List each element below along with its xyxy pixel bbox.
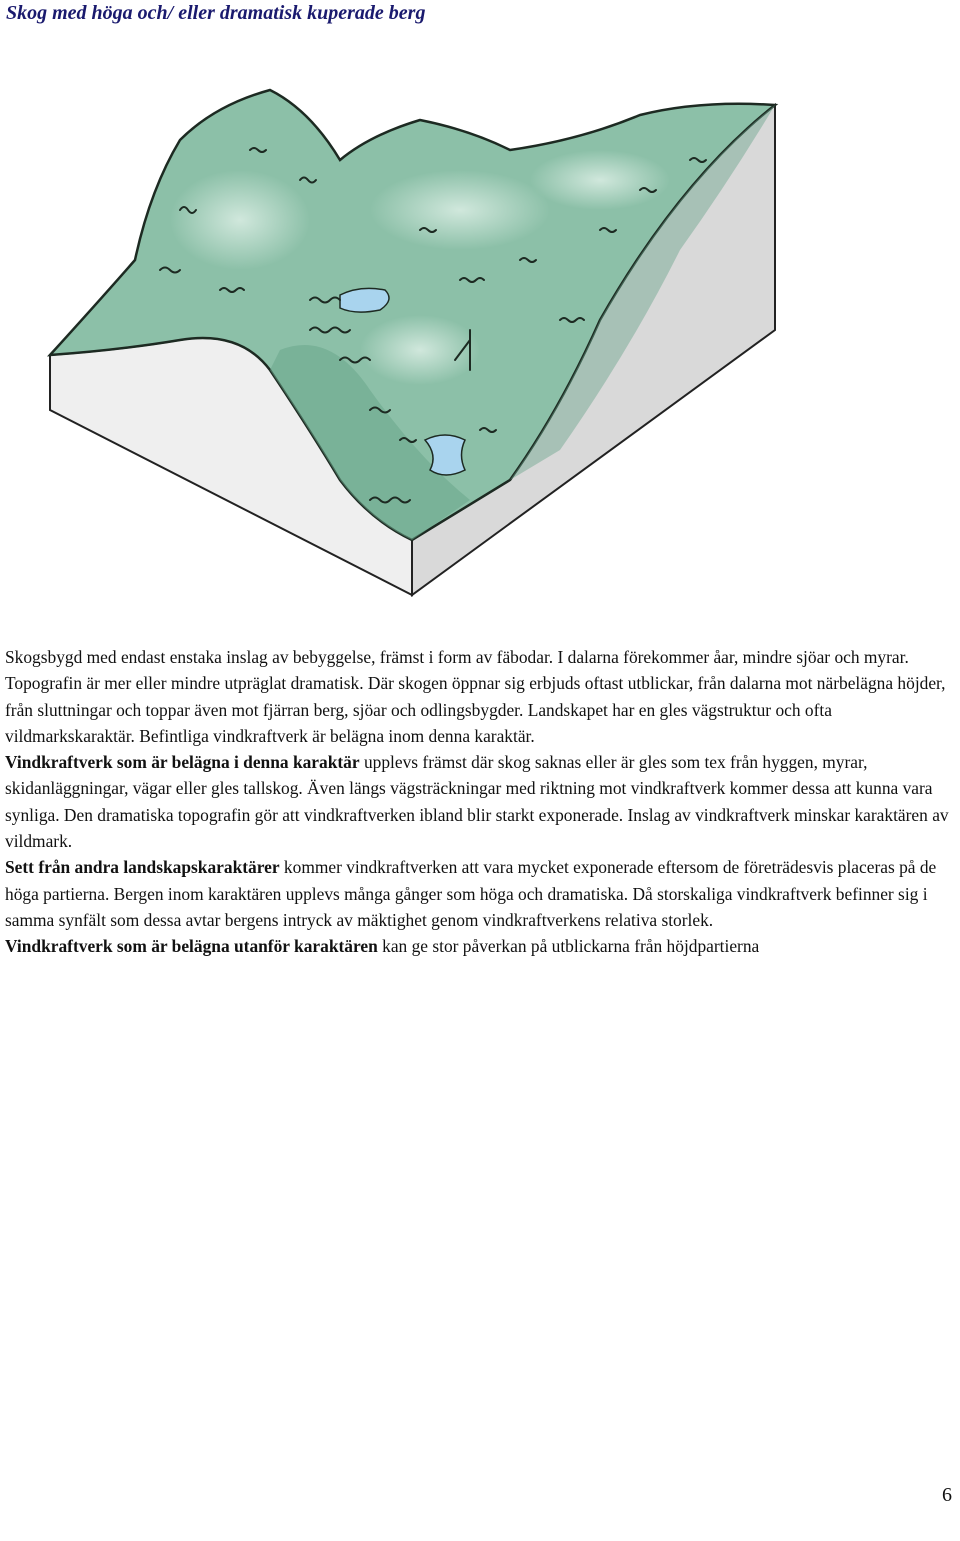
paragraph-intro: Skogsbygd med endast enstaka inslag av bebyggelse, främst i form av fäbodar. I dalarna förekommer åar, mindre sjöar och myrar. Topografin är mer eller mindre utpräglat dramatisk. Där skogen öppnar sig erbjuds oftast utblickar, från dalarna mot närbelägna höjder, från sluttningar och toppar även mot fjärran berg, sjöar och odlingsbygder. Landskapet har en gles vägstruktur och ofta vildmarkskaraktär. Befintliga vindkraftverk är belägna inom denna karaktär. [5, 647, 946, 746]
body-text [5, 644, 955, 960]
page-title: Skog med höga och/ eller dramatisk kuperade berg [6, 2, 426, 24]
lake-upper [340, 288, 389, 312]
paragraph-within-text: upplevs främst där skog saknas eller är gles som tex från hyggen, myrar, skidanläggningar, vägar eller gles tallskog. Även längs vägsträckningar med riktning mot vindkraftverk kommer dessa att kunna vara synliga. Den dramatiska topografin gör att vindkraftverken ibland blir starkt exponerade. Inslag av vindkraftverk minskar karaktären av vildmark. [5, 752, 949, 852]
heading-within: Vindkraftverk som är belägna i denna karaktär [5, 752, 360, 773]
heading-other: Sett från andra landskapskaraktärer [5, 857, 280, 878]
paragraph-outside [5, 933, 955, 959]
page-number: 6 [942, 1484, 952, 1506]
paragraph-other [5, 854, 955, 933]
paragraph-other-text: kommer vindkraftverken att vara mycket exponerade eftersom de företrädesvis placeras på de höga partierna. Bergen inom karaktären upplevs många gånger som höga och dramatiska. Då storskaliga vindkraftverk befinner sig i samma synfält som dessa avtar bergens intryck av mäktighet genom vindkraftverkens relativa storlek. [5, 857, 937, 930]
block-diagram-illustration [40, 30, 820, 610]
paragraph-within [5, 749, 955, 854]
paragraph-outside-text: kan ge stor påverkan på utblickarna från höjdpartierna [377, 936, 760, 957]
heading-outside: Vindkraftverk som är belägna utanför karaktären [5, 936, 378, 957]
